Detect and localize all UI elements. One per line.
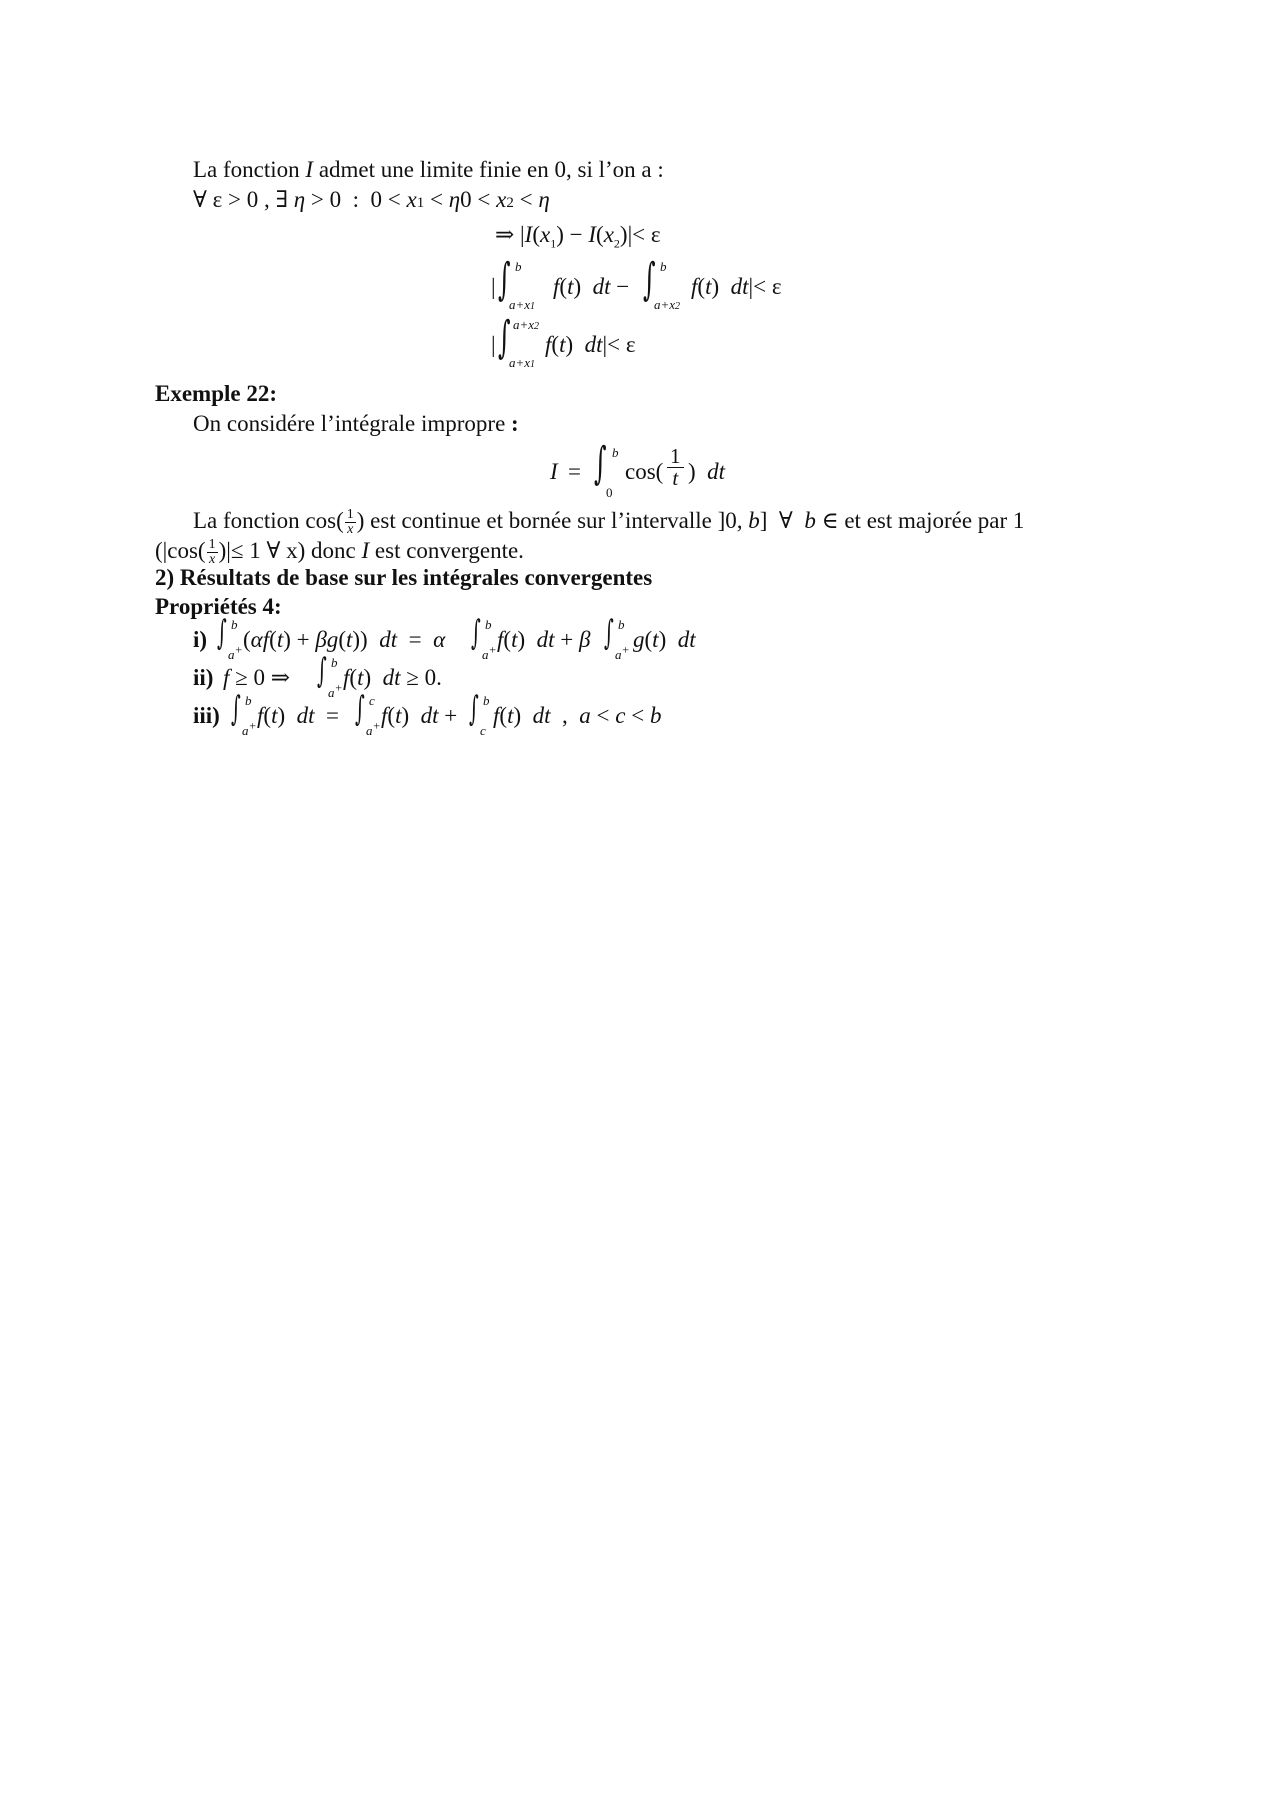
- properties-title: Propriétés 4:: [155, 594, 282, 619]
- example-paragraph-1: La fonction cos( $\frac{1}{x}$ ) est continue et bornée sur l’intervalle ]0, b] ∀ b ∈ et est majorée par 1: [193, 507, 1025, 537]
- example-paragraph-2: (|cos( $\frac{1}{x}$ )|≤ 1 ∀ x) donc I est convergente.: [155, 537, 524, 567]
- intro-line: La fonction I admet une limite finie en 0, si l’on a :: [193, 157, 664, 182]
- example-intro: On considére l’intégrale impropre :: [193, 411, 519, 436]
- section-title: 2) Résultats de base sur les intégrales convergentes: [155, 565, 653, 590]
- cauchy-condition: ∀ ε > 0 , ∃ η > 0 : 0 < x1 < η0 < x2 < η: [193, 187, 550, 212]
- example-title: Exemple 22:: [155, 381, 278, 406]
- implies-line: ⇒ $|I(x_1) - I(x_2)|< \varepsilon$: [495, 222, 661, 251]
